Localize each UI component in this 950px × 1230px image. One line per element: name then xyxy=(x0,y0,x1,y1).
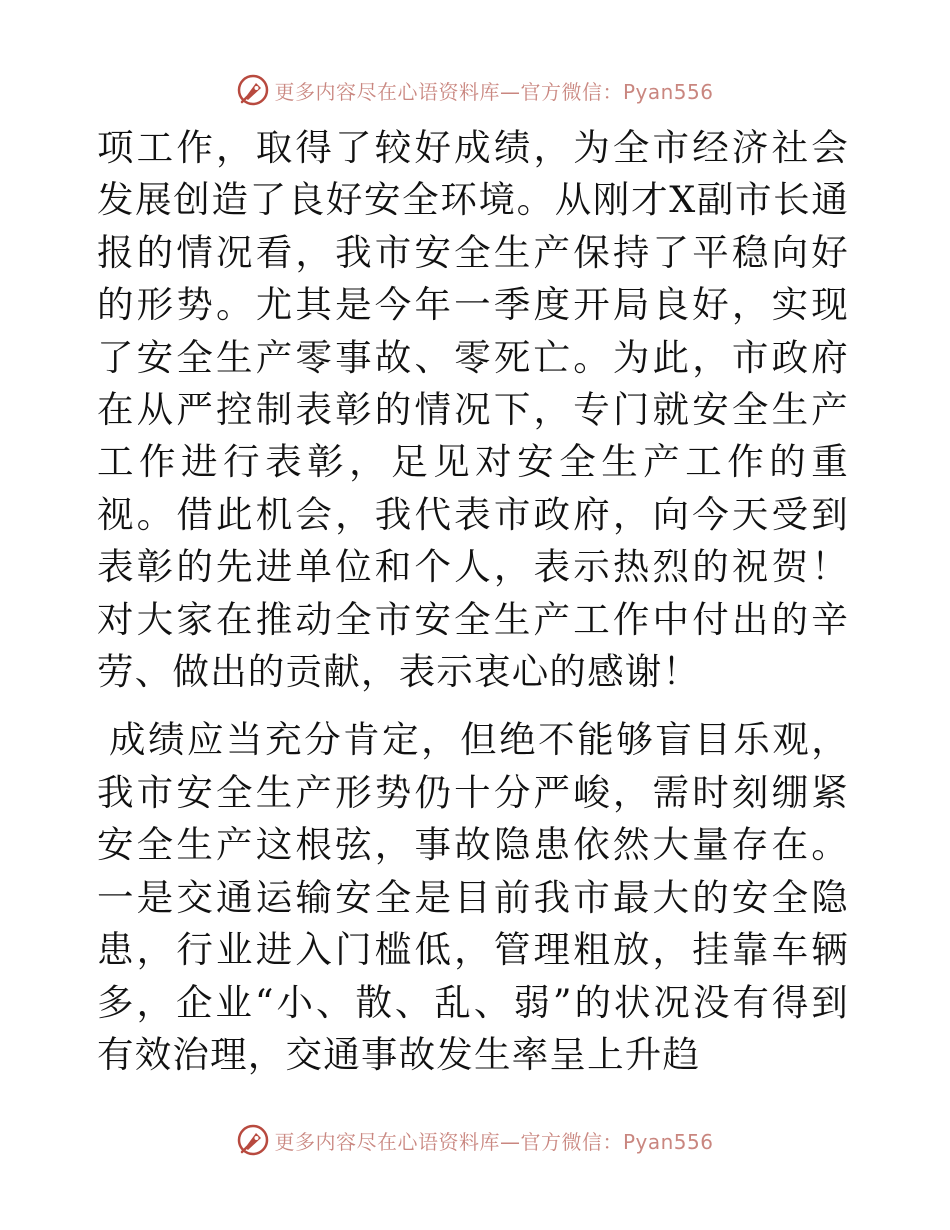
header-banner-text: 更多内容尽在心语资料库—官方微信：Pyan556 xyxy=(274,79,714,104)
footer-banner xyxy=(0,1120,950,1160)
paragraph-1: 项工作，取得了较好成绩，为全市经济社会发展创造了良好安全环境。从刚才X副市长通报的情况看，我市安全生产保持了平稳向好的形势。尤其是今年一季度开局良好，实现了安全生产零事故、零死亡。为此，市政府在从严控制表彰的情况下，专门就安全生产工作进行表彰，足见对安全生产工作的重视。借此机会，我代表市政府，向今天受到表彰的先进单位和个人，表示热烈的祝贺！对大家在推动全市安全生产工作中付出的辛劳、做出的贡献，表示衷心的感谢！ xyxy=(97,126,849,694)
footer-banner-text: 更多内容尽在心语资料库—官方微信：Pyan556 xyxy=(274,1129,714,1154)
header-banner xyxy=(0,70,950,110)
document-body xyxy=(97,122,849,1081)
pen-nib-logo-icon xyxy=(236,1123,270,1157)
paragraph-2: 成绩应当充分肯定，但绝不能够盲目乐观，我市安全生产形势仍十分严峻，需时刻绷紧安全生产这根弦，事故隐患依然大量存在。一是交通运输安全是目前我市最大的安全隐患，行业进入门槛低，管理粗放，挂靠车辆多，企业“小、散、乱、弱”的状况没有得到有效治理，交通事故发生率呈上升趋 xyxy=(97,718,849,1076)
pen-nib-logo-icon xyxy=(236,73,270,107)
